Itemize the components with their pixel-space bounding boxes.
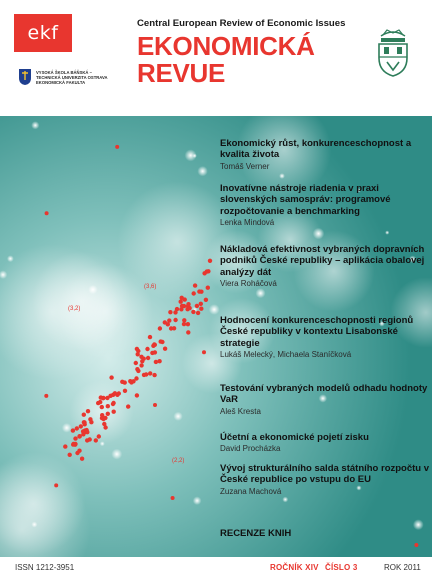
scatter-dot — [100, 405, 104, 409]
scatter-dot — [208, 259, 212, 263]
scatter-dot — [179, 300, 183, 304]
article-author: Tomáš Verner — [220, 161, 270, 171]
scatter-dot — [117, 391, 121, 395]
scatter-dot — [139, 363, 143, 367]
scatter-dot — [97, 434, 101, 438]
article-title: Inovatívne nástroje riadenia v praxi slovenských samospráv: programové rozpočtovanie a benchmarking — [220, 183, 391, 217]
scatter-dot — [113, 391, 117, 395]
scatter-dot — [115, 145, 119, 149]
article-author: Lenka Mindová — [220, 218, 275, 228]
scatter-dot — [98, 400, 102, 404]
ekf-logo-text: ekf — [27, 22, 59, 44]
scatter-dot — [166, 322, 170, 326]
scatter-dot — [206, 269, 210, 273]
scatter-dot — [120, 380, 124, 384]
scatter-dot — [187, 306, 191, 310]
scatter-dot — [148, 335, 152, 339]
scatter-dot — [202, 350, 206, 354]
scatter-dot — [204, 298, 208, 302]
scatter-dot — [82, 413, 86, 417]
scatter-dot — [131, 379, 135, 383]
scatter-dot — [75, 426, 79, 430]
sparkle-light — [197, 166, 207, 176]
sparkle-light — [174, 412, 183, 421]
university-name — [36, 70, 108, 85]
point-label: (3,6) — [144, 284, 157, 290]
sparkle-light — [282, 497, 288, 503]
scatter-dot — [89, 420, 93, 424]
scatter-dot — [71, 428, 75, 432]
scatter-dot — [106, 404, 110, 408]
scatter-dot — [86, 409, 90, 413]
scatter-dot — [71, 442, 75, 446]
scatter-dot — [54, 483, 58, 487]
article-entry[interactable] — [220, 383, 430, 417]
scatter-dot — [153, 350, 157, 354]
publication-year: ROK 2011 — [384, 563, 421, 572]
sparkle-light — [193, 496, 202, 505]
scatter-dot — [85, 430, 89, 434]
sparkle-light — [279, 173, 285, 179]
point-label: (2,2) — [172, 458, 185, 464]
coat-of-arms-icon — [373, 26, 413, 78]
scatter-dot — [83, 422, 87, 426]
scatter-dot — [206, 286, 210, 290]
scatter-dot — [197, 289, 201, 293]
article-title: Hodnocení konkurenceschopnosti regionů České republiky v kontextu Lisabonské strategie — [220, 315, 414, 349]
scatter-dot — [44, 394, 48, 398]
scatter-dot — [94, 438, 98, 442]
scatter-dot — [186, 302, 190, 306]
university-line: EKONOMICKÁ FAKULTA — [36, 79, 86, 85]
article-author: Zuzana Machová — [220, 486, 282, 496]
sparkle-light — [31, 522, 37, 528]
scatter-dot — [414, 543, 418, 547]
scatter-dot — [77, 449, 81, 453]
scatter-dot — [112, 410, 116, 414]
issue-number: ČÍSLO 3 — [325, 563, 358, 572]
scatter-dot — [126, 404, 130, 408]
scatter-dot — [186, 330, 190, 334]
sparkle-light — [385, 231, 389, 235]
sparkle-light — [111, 449, 122, 460]
ekf-logo — [14, 14, 72, 52]
article-entry[interactable] — [220, 183, 430, 228]
scatter-dot — [45, 211, 49, 215]
scatter-dot — [134, 361, 138, 365]
book-reviews-link[interactable]: RECENZE KNIH — [220, 528, 292, 539]
journal-title-line: EKONOMICKÁ — [137, 31, 315, 61]
article-author: Viera Roháčová — [220, 279, 277, 289]
sparkle-light — [88, 285, 97, 294]
scatter-dot — [158, 326, 162, 330]
scatter-dot — [153, 403, 157, 407]
scatter-dot — [109, 375, 113, 379]
university-line: TECHNICKÁ UNIVERZITA OSTRAVA — [36, 74, 108, 80]
article-author: Aleš Kresta — [220, 406, 261, 416]
scatter-dot — [78, 434, 82, 438]
article-title: Testování vybraných modelů odhadu hodnoty VaR — [220, 383, 428, 406]
scatter-dot — [99, 395, 103, 399]
sparkle-light — [256, 288, 266, 298]
scatter-dot — [175, 307, 179, 311]
scatter-dot — [135, 347, 139, 351]
journal-title-line: REVUE — [137, 58, 226, 88]
scatter-dot — [171, 496, 175, 500]
scatter-dot — [191, 310, 195, 314]
scatter-dot — [151, 344, 155, 348]
scatter-dot — [183, 297, 187, 301]
article-entry[interactable] — [220, 138, 430, 172]
scatter-dot — [68, 453, 72, 457]
scatter-dot — [195, 304, 199, 308]
scatter-dot — [168, 310, 172, 314]
scatter-dot — [182, 318, 186, 322]
article-title: Účetní a ekonomické pojetí zisku — [220, 432, 369, 443]
point-label: (3,2) — [68, 306, 81, 312]
article-title: Vývoj strukturálního salda státního rozpočtu v České republice po vstupu do EU — [220, 463, 430, 486]
sparkle-light — [209, 304, 220, 315]
scatter-dot — [146, 356, 150, 360]
scatter-dot — [80, 457, 84, 461]
scatter-dot — [145, 347, 149, 351]
university-line: VYSOKÁ ŠKOLA BÁŇSKÁ – — [36, 69, 92, 75]
scatter-dot — [159, 339, 163, 343]
scatter-dot — [154, 360, 158, 364]
scatter-dot — [73, 436, 77, 440]
university-crest-icon — [18, 68, 32, 86]
scatter-dot — [152, 373, 156, 377]
article-author: Lukáš Melecký, Michaela Staníčková — [220, 350, 352, 360]
scatter-dot — [180, 304, 184, 308]
scatter-dot — [199, 307, 203, 311]
article-title: Ekonomický růst, konkurenceschopnost a kvalita života — [220, 138, 412, 161]
sparkle-light — [31, 121, 39, 129]
scatter-dot — [199, 302, 203, 306]
scatter-dot — [135, 393, 139, 397]
article-entry[interactable] — [220, 463, 430, 497]
sparkle-light — [185, 149, 197, 161]
scatter-dot — [182, 322, 186, 326]
scatter-dot — [148, 371, 152, 375]
university-logo — [18, 62, 108, 92]
sparkle-light — [413, 519, 424, 530]
scatter-dot — [103, 416, 107, 420]
volume-label: ROČNÍK XIV — [270, 563, 319, 572]
article-entry[interactable] — [220, 315, 430, 360]
scatter-dot — [193, 283, 197, 287]
scatter-dot — [142, 373, 146, 377]
issn-number: ISSN 1212-3951 — [15, 563, 75, 572]
sparkle-light — [313, 228, 325, 240]
article-entry[interactable] — [220, 432, 430, 454]
scatter-dot — [111, 401, 115, 405]
scatter-dot — [136, 352, 140, 356]
scatter-dot — [123, 389, 127, 393]
journal-title — [137, 33, 315, 87]
sparkle-light — [62, 423, 72, 433]
scatter-dot — [186, 322, 190, 326]
scatter-dot — [173, 318, 177, 322]
scatter-dot — [102, 422, 106, 426]
footer — [0, 557, 432, 583]
scatter-dot — [172, 326, 176, 330]
scatter-dot — [157, 359, 161, 363]
scatter-dot — [63, 444, 67, 448]
article-entry[interactable] — [220, 244, 430, 289]
sparkle-light — [7, 255, 14, 262]
scatter-dot — [163, 347, 167, 351]
article-title: Nákladová efektivnost vybraných dopravních podniků České republiky – aplikácia obalovej analýzy dát — [220, 244, 425, 278]
scatter-dot — [106, 412, 110, 416]
scatter-dot — [139, 355, 143, 359]
sparkle-light — [100, 441, 105, 446]
scatter-dot — [79, 424, 83, 428]
journal-tagline: Central European Review of Economic Issues — [137, 18, 346, 29]
scatter-dot — [196, 311, 200, 315]
scatter-dot — [192, 291, 196, 295]
bokeh-circle — [32, 251, 132, 351]
scatter-dot — [88, 437, 92, 441]
scatter-dot — [136, 369, 140, 373]
article-author: David Procházka — [220, 444, 281, 454]
